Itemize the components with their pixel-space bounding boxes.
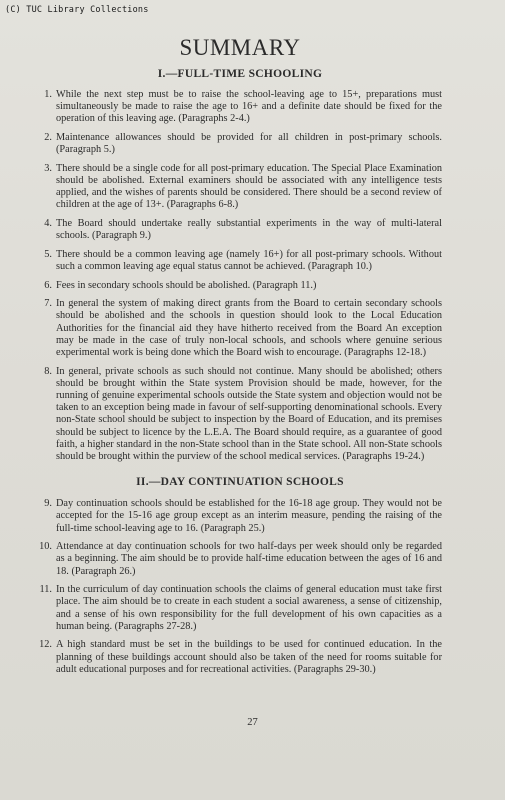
summary-item bbox=[38, 541, 442, 578]
item-text: In general the system of making direct grants from the Board to certain secondary schools should be abolished and the schools in question should look to the Local Education Authorities for the financial aid they have hitherto received from the Board An exception may be made in the case of truly non-local schools, and schools where genuine serious experimental work is being done which the Board wish to encourage. (Paragraphs 12-18.) bbox=[56, 298, 442, 358]
item-text: A high standard must be set in the buildings to be used for continued education. In the planning of these buildings account should also be taken of the need for rooms suitable for adult educational purposes and for recreational activities. (Paragraphs 29-30.) bbox=[56, 639, 442, 675]
item-number: 2. bbox=[44, 132, 52, 143]
page-number: 27 bbox=[247, 717, 258, 728]
item-number: 11. bbox=[39, 584, 52, 596]
copyright-watermark: (C) TUC Library Collections bbox=[5, 5, 149, 15]
section-heading-day-continuation-schools: II.—DAY CONTINUATION SCHOOLS bbox=[136, 476, 344, 489]
item-number: 6. bbox=[44, 279, 52, 291]
item-number: 4. bbox=[44, 218, 52, 229]
item-text: While the next step must be to raise the school-leaving age to 15+, preparations must simultaneously be made to raise the age to 16+ and a definite date should be fixed for the operation of this leaving age. (Paragraphs 2-4.) bbox=[56, 89, 442, 125]
summary-item bbox=[38, 249, 442, 273]
page-content bbox=[38, 34, 442, 682]
item-text: Day continuation schools should be established for the 16-18 age group. They would not be accepted for the 15-16 age group except as an interim measure, pending the raising of the full-time school-leaving age to 16. (Paragraph 25.) bbox=[56, 498, 442, 534]
summary-item bbox=[38, 498, 442, 535]
summary-item bbox=[38, 639, 442, 676]
summary-item bbox=[38, 584, 442, 633]
item-number: 5. bbox=[44, 248, 52, 260]
section-heading-full-time-schooling: I.—FULL-TIME SCHOOLING bbox=[157, 68, 323, 80]
item-text: In the curriculum of day continuation schools the claims of general education must take first place. The aim should be to create in each student a social awareness, a sense of citizenship, and a sense of his own responsibility for the full development of his own capacities as a human being. (Paragraphs 27-28.) bbox=[56, 584, 442, 632]
summary-item bbox=[38, 218, 442, 242]
summary-item bbox=[38, 132, 442, 156]
item-text: There should be a single code for all post-primary education. The Special Place Examination should be abolished. External examiners should be associated with any intelligence tests applied, and the wishes of parents should be considered. There should be a second review of children at the age of 13+. (Paragraphs 6-8.) bbox=[56, 162, 442, 211]
section-2-item-list bbox=[38, 498, 442, 676]
item-text: There should be a common leaving age (namely 16+) for all post-primary schools. Without such a common leaving age equal status cannot be achieved. (Paragraph 10.) bbox=[56, 248, 442, 272]
item-number: 9. bbox=[44, 498, 52, 510]
summary-item bbox=[38, 163, 442, 212]
item-text: Maintenance allowances should be provided for all children in post-primary schools. (Paragraph 5.) bbox=[56, 132, 442, 156]
item-number: 3. bbox=[44, 162, 52, 174]
item-text: In general, private schools as such should not continue. Many should be abolished; others should be brought within the State system Provision should be made, however, for the running of genuine experimental schools outside the State system and objection would not be taken to an exception being made in favour of self-supporting denominational schools. Every non-State school should be subject to inspection by the Board of Education, and its premises should be subject to licence by the L.E.A. The Board should require, as a guarantee of good faith, a higher standard in the non-State school than in the State school. All non-State schools should be brought within the purview of the school medical services. (Paragraphs 19-24.) bbox=[56, 365, 442, 463]
section-1-item-list bbox=[38, 89, 442, 463]
item-number: 12. bbox=[39, 639, 52, 651]
item-number: 7. bbox=[44, 298, 52, 310]
item-text: Fees in secondary schools should be abolished. (Paragraph 11.) bbox=[56, 279, 317, 291]
summary-item bbox=[38, 89, 442, 126]
page-title: SUMMARY bbox=[179, 35, 301, 60]
item-text: Attendance at day continuation schools for two half-days per week should only be regarded as a beginning. The aim should be to provide half-time education between the ages of 16 and 18. (Paragraph 26.) bbox=[56, 541, 442, 577]
item-number: 1. bbox=[44, 89, 52, 100]
summary-item bbox=[38, 298, 442, 359]
summary-item bbox=[38, 280, 442, 292]
summary-item bbox=[38, 366, 442, 464]
item-number: 8. bbox=[44, 365, 52, 377]
item-text: The Board should undertake really substantial experiments in the way of multi-lateral schools. (Paragraph 9.) bbox=[56, 218, 442, 242]
item-number: 10. bbox=[39, 541, 52, 553]
